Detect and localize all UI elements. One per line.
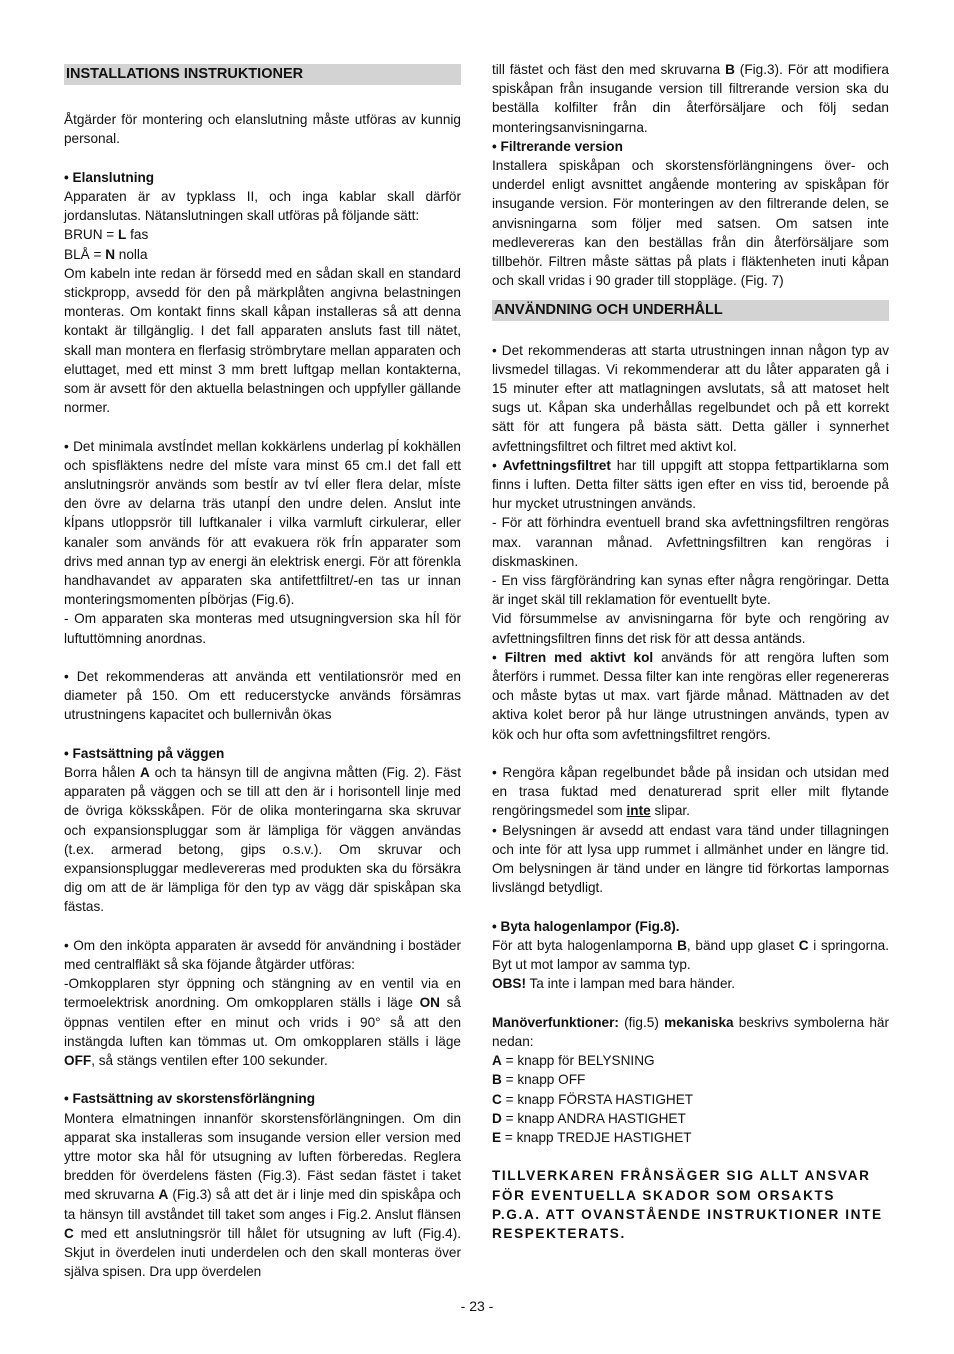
ventilation-paragraph: • Det rekommenderas att använda ett ventilationsrör med en diameter på 150. Om ett reducerstycke används försämras utrustningens kapacitet och bullernivån ökas xyxy=(64,669,461,723)
button-legend-item: C = knapp FÖRSTA HASTIGHET xyxy=(492,1091,694,1107)
section-heading-anvandning: ANVÄNDNING OCH UNDERHÅLL xyxy=(492,300,889,321)
filtrerande-paragraph: Installera spiskåpan och skorstensförlängningens över- och underdel enligt avsnittet angående montering av spiskåpan för insugande version. För monteringen av den filtrerande delen, se anvisningarna som följer med satsen. Om satsen inte medlevereras kan den beställas från din återförsäljare som tillbehör. Filtren måste sättas på plats i fläktenheten inuti kåpan och skall vridas i 90 grader till stoppläge. (Fig. 7) xyxy=(492,158,889,289)
disclaimer: TILLVERKAREN FRÅNSÄGER SIG ALLT ANSVAR FÖR EVENTUELLA SKADOR SOM ORSAKTS P.G.A. ATT OVANSTÅENDE INSTRUKTIONER INTE RESPEKTERATS. xyxy=(492,1168,883,1241)
centralflakt-text1: • Om den inköpta apparaten är avsedd för användning i bostäder med centralfläkt så ska föjande åtgärder utföras: xyxy=(64,937,461,973)
continued-paragraph: till fästet och fäst den med skruvarna B (Fig.3). För att modifiera spiskåpan från insugande version till filtrerande version ska du beställa kolfilter från din återförsäljare och följ sedan monteringsanvisningarna. xyxy=(492,62,889,135)
avfettning-brand: - För att förhindra eventuell brand ska avfettningsfiltren rengöras max. varannan månad. Avfettningsfiltren kan rengöras i diskmaskinen. xyxy=(492,515,889,569)
kolfilter-paragraph: • Filtren med aktivt kol används för att rengöra luften som återförs i rummet. Dessa filter kan inte rengöras eller regenereras och måste bytas ut max. vart fjärde månad. Mättnaden av det aktiva kolet beror på hur länge utrustningen används, typen av kök och hur ofta som avfettningsfiltret rengörs. xyxy=(492,649,889,742)
obs-line: OBS! Ta inte i lampan med bara händer. xyxy=(492,976,736,992)
left-column xyxy=(64,60,461,1281)
vaggen-title: • Fastsättning på väggen xyxy=(64,745,225,761)
manover-paragraph: Manöverfunktioner: (fig.5) mekaniska beskrivs symbolerna här nedan: xyxy=(492,1014,889,1049)
elanslutning-text2: Om kabeln inte redan är försedd med en sådan skall en standard stickpropp, avsedd för den på märkplåten angivna belastningen monteras. Om kontakt finns skall kåpan installeras så att denna kontakt är tillgänglig. I det fall apparaten ansluts fast till nätet, skall man montera en flerfasig strömbrytare mellan apparaten och eluttaget, med ett minst 3 mm brett luftgap mellan kontakterna, som är avsett för den aktuella belastningen och uppfyller gällande normer. xyxy=(64,265,461,416)
bla-line: BLÅ = N nolla xyxy=(64,246,148,262)
button-legend-item: B = knapp OFF xyxy=(492,1072,586,1088)
page-number: - 23 - xyxy=(460,1298,494,1314)
button-legend-item: E = knapp TREDJE HASTIGHET xyxy=(492,1129,692,1145)
avfettning-farg: - En viss färgförändring kan synas efter några rengöringar. Detta är inget skäl till reklamation för eventuellt byte. xyxy=(492,573,889,608)
button-legend-item: A = knapp för BELYSNING xyxy=(492,1053,655,1069)
filtrerande-title: • Filtrerande version xyxy=(492,138,623,154)
centralflakt-text2: -Omkopplaren styr öppning och stängning av en ventil via en termoelektrisk anordning. Om omkopplaren ställs i läge ON så öppnas ventilen efter en minut och vrids i 90° så att den instängda luften kan tömmas ut. Om omkopplaren ställs i läge OFF, så stängs ventilen efter 100 sekunder. xyxy=(64,976,461,1069)
elanslutning-title: • Elanslutning xyxy=(64,169,155,185)
rengoring-paragraph: • Rengöra kåpan regelbundet både på insidan och utsidan med en trasa fuktad med denaturerad sprit eller milt flytande rengöringsmedel som inte slipar. xyxy=(492,765,889,819)
avfettning-forsummelse: Vid försummelse av anvisningarna för byte och rengöring av avfettningsfiltren finns det risk för att dessa antänds. xyxy=(492,611,889,646)
button-legend-item: D = knapp ANDRA HASTIGHET xyxy=(492,1110,686,1126)
use-paragraph: • Det rekommenderas att starta utrustningen innan någon typ av livsmedel tillagas. Vi rekommenderar att du låter apparaten gå i 15 minuter efter att matlagningen avslutats, så att matoset helt sugs ut. Kåpan ska underhållas regelbundet och på ett korrekt sätt för att fungera på bästa sätt. Detta gäller i synnerhet avfettningsfiltret och filtret med aktivt kol. xyxy=(492,342,889,454)
utsugning-paragraph: - Om apparaten ska monteras med utsugningversion ska hÍl för luftuttömning anordnas. xyxy=(64,611,461,646)
halogen-paragraph: För att byta halogenlamporna B, bänd upp glaset C i springorna. Byt ut mot lampor av samma typ. xyxy=(492,937,889,973)
avstand-paragraph: • Det minimala avstÍndet mellan kokkärlens underlag pÍ kokhällen och spisfläktens nedre del mÍste vara minst 65 cm.I det fall ett anslutningsrör används som bestÍr av tvÍ eller flera delar, mÍste den övre av delarna träs utanpÍ den undre delen. Anslut inte kÍpans utloppsrör till luftkanaler i vilka varmluft cirkulerar, eller kanaler som används för att evakuera rök frÍn apparater som drivs med annan typ av energi än elektrisk energi. För att förenkla handhavandet av apparaten ska antifettfiltret/-en tas ur innan monteringsmomenten pÍbörjas (Fig.6). xyxy=(64,438,461,608)
section-heading-installation: INSTALLATIONS INSTRUKTIONER xyxy=(64,64,461,85)
right-column xyxy=(492,60,889,1243)
vaggen-paragraph: Borra hålen A och ta hänsyn till de angivna måtten (Fig. 2). Fäst apparaten på väggen och se till att den är i horisontell linje med de övriga köksskåpen. För de olika monteringarna ska skruvar och expansionspluggar som är lämpliga för väggen användas (t.ex. armerad betong, gips o.s.v.). Om skruvar och expansionspluggar medlevereras med produkten ska du försäkra dig om att de är lämpliga för den typ av vägg där spiskåpan ska fästas. xyxy=(64,765,461,915)
brun-line: BRUN = L fas xyxy=(64,227,149,243)
halogen-title: • Byta halogenlampor (Fig.8). xyxy=(492,918,680,934)
elanslutning-text1: Apparaten är av typklass II, och inga kablar skall därför jordanslutas. Nätanslutningen skall utföras på följande sätt: xyxy=(64,188,461,224)
intro-paragraph: Åtgärder för montering och elanslutning måste utföras av kunnig personal. xyxy=(64,112,461,147)
belysning-paragraph: • Belysningen är avsedd att endast vara tänd under tillagningen och inte för att lysa upp rummet i allmänhet under en längre tid. Om belysningen är tänd under en längre tid förkortas lampornas livslängd betydligt. xyxy=(492,822,889,896)
skorsten-title: • Fastsättning av skorstensförlängning xyxy=(64,1091,315,1107)
skorsten-paragraph: Montera elmatningen innanför skorstensförlängningen. Om din apparat ska installeras som insugande version eller version med yttre motor ska hål för utsugning av luften förberedas. Reglera bredden för överdelens fästen (Fig.3). Fäst sedan fästet i taket med skruvarna A (Fig.3) så att det är i linje med din spiskåpa och ta hänsyn till avståndet till taket som anges i Fig.2. Anslut flänsen C med ett anslutningsrör till hålet för utsugning av luft (Fig.4). Skjut in överdelen inuti underdelen och den skall monteras över själva spisen. Dra upp överdelen xyxy=(64,1110,461,1280)
avfettning-paragraph: • Avfettningsfiltret har till uppgift att stoppa fettpartiklarna som finns i luften. Detta filter sätts igen efter en viss tid, beroende på hur mycket utrustningen används. xyxy=(492,457,889,512)
